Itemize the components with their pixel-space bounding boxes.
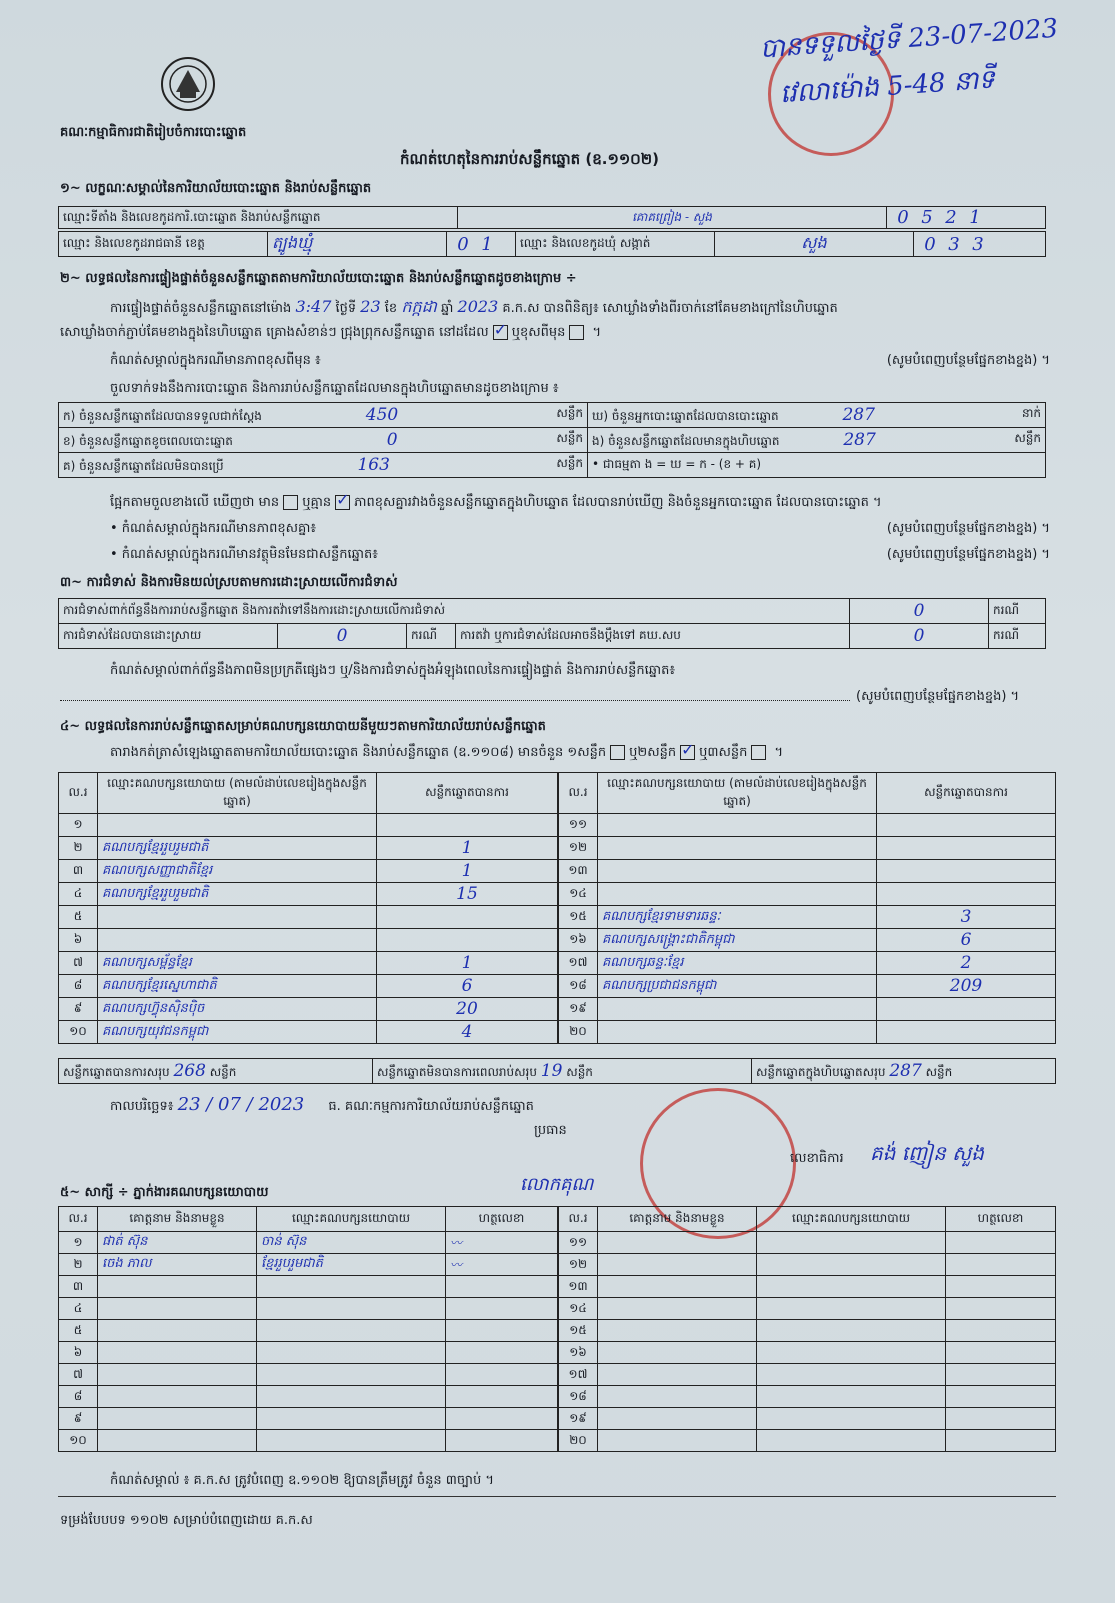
party-name: គណបក្សឆន្ទៈខ្មែរ <box>598 952 877 975</box>
commune-code: 0 3 3 <box>914 232 1046 257</box>
witness-party <box>257 1298 446 1320</box>
witness-row <box>59 1408 558 1430</box>
date-line: កាលបរិច្ឆេទ៖ 23 / 07 / 2023 ធ. គណៈកម្មការការិយាល័យរាប់សន្លឹកឆ្នោត <box>110 1094 534 1115</box>
row-number: ៦ <box>59 929 98 952</box>
verification-line: ការផ្ទៀងផ្ទាត់ចំនួនសន្លឹកឆ្នោតនៅម៉ោង 3:47 ថ្ងៃទី 23 ខែ កក្កដា ឆ្នាំ 2023 គ.ក.ស បានពិនិត្យ៖ សោឃ្លាំងទាំងពីរចាក់នៅគែមខាងក្រៅនៃហិបឆ្នោត <box>110 297 838 316</box>
received-ballots-row: ក) ចំនួនសន្លឹកឆ្នោតដែលបានទទួលជាក់ស្តែង 450 សន្លឹក <box>59 403 588 428</box>
form-title: កំណត់ហេតុនៃការរាប់សន្លឹកឆ្នោត (ឧ.១១០២) <box>400 150 660 168</box>
province-table <box>58 231 1046 257</box>
verify-year: 2023 <box>457 297 499 316</box>
section4-heading: ៤~ លទ្ធផលនៃការរាប់សន្លឹកឆ្នោតសម្រាប់គណបក្សនយោបាយនីមួយៗតាមការិយាល័យរាប់សន្លឹកឆ្នោត <box>60 719 546 734</box>
note-object-line: • កំណត់សម្គាល់ក្នុងករណីមានវត្ថុមិនមែនជាសន្លឹកឆ្នោត៖ (សូមបំពេញបន្ថែមផ្នែកខាងខ្នង) ។ <box>110 547 1050 562</box>
valid-votes <box>877 860 1056 883</box>
row-number: ១៩ <box>559 998 598 1021</box>
party-name: គណបក្សយុវជនកម្ពុជា <box>98 1021 377 1044</box>
form-note: ទម្រង់បែបបទ ១១០២ សម្រាប់បំពេញដោយ គ.ក.ស <box>60 1513 313 1528</box>
objections-table: ការជំទាស់ពាក់ព័ន្ធនឹងការរាប់សន្លឹកឆ្នោត និងការតវ៉ាទៅនឹងការដោះស្រាយលើការជំទាស់ 0 ករណី ការជំទាស់ដែលបានដោះស្រាយ 0 ករណី ការតវ៉ា ឬការជំទាស់ដែលអាចនឹងប្តឹងទៅ គឃ.សប 0 ករណី <box>58 598 1046 649</box>
witness-row <box>559 1298 1056 1320</box>
witness-signature <box>446 1430 558 1452</box>
valid-votes <box>877 883 1056 906</box>
province-value: ត្បូងឃ្មុំ <box>268 232 447 257</box>
valid-votes <box>377 906 558 929</box>
witness-party: ខ្មែររួបរួមជាតិ <box>257 1254 446 1276</box>
result-row <box>59 837 558 860</box>
witness-row <box>559 1408 1056 1430</box>
row-number: ២ <box>59 837 98 860</box>
committee-name: គណៈកម្មាធិការជាតិរៀបចំការបោះឆ្នោត <box>60 125 247 140</box>
valid-votes <box>377 814 558 837</box>
witness-name: ចេង ភាល <box>98 1254 257 1276</box>
witness-row <box>59 1254 558 1276</box>
row-number: ១៦ <box>559 1342 598 1364</box>
witness-table-left: ល.រ គោត្តនាម និងនាមខ្លួន ឈ្មោះគណបក្សនយោបាយ ហត្ថលេខា ១ ផាត់ ស៊ុន ចាន់ ស៊ុន 〰 ២ ចេង ភាល ខ្មែររួបរួមជាតិ 〰 ៣ ៤ ៥ ៦ ៧ ៨ ៩ ១០ <box>58 1206 558 1452</box>
valid-votes <box>877 837 1056 860</box>
section3-fill-line <box>60 686 850 701</box>
row-number: ១១ <box>559 1232 598 1254</box>
verify-month: កក្កដា <box>401 297 437 316</box>
row-number: ១៤ <box>559 1298 598 1320</box>
row-number: ១៤ <box>559 883 598 906</box>
witness-party <box>757 1254 946 1276</box>
party-name: គណបក្សខ្មែរស្នេហាជាតិ <box>98 975 377 998</box>
witness-party <box>257 1342 446 1364</box>
verify-day: 23 <box>360 297 381 316</box>
secretary-signature: គង់ ញៀន សួង <box>870 1141 984 1165</box>
witness-party <box>757 1408 946 1430</box>
result-row <box>559 929 1056 952</box>
witness-party <box>757 1276 946 1298</box>
party-name: គណបក្សសញ្ញាជាតិខ្មែរ <box>98 860 377 883</box>
witness-signature <box>946 1342 1056 1364</box>
note-diff-line: • កំណត់សម្គាល់ក្នុងករណីមានភាពខុសគ្នា៖ (សូមបំពេញបន្ថែមផ្នែកខាងខ្នង) ។ <box>110 521 1050 536</box>
objection-row-1: ការជំទាស់ពាក់ព័ន្ធនឹងការរាប់សន្លឹកឆ្នោត និងការតវ៉ាទៅនឹងការដោះស្រាយលើការជំទាស់ <box>59 599 850 624</box>
valid-votes: 209 <box>877 975 1056 998</box>
valid-votes <box>377 929 558 952</box>
result-row <box>559 906 1056 929</box>
witness-row <box>559 1320 1056 1342</box>
party-name: គណបក្សហ៊្វុនស៊ិនប៉ិច <box>98 998 377 1021</box>
witness-party <box>257 1276 446 1298</box>
note-changed-line: កំណត់សម្គាល់ក្នុងករណីមានភាពខុសពីមុន ៖ (សូមបំពេញបន្ថែមផ្នែកខាងខ្នង) ។ <box>110 353 1050 368</box>
row-number: ១៨ <box>559 1386 598 1408</box>
witness-party <box>257 1386 446 1408</box>
valid-votes <box>877 814 1056 837</box>
section3-heading: ៣~ ការជំទាស់ និងការមិនយល់ស្របតាមការដោះស្រាយលើការជំទាស់ <box>60 575 398 590</box>
party-name: គណបក្សខ្មែររួបរួមជាតិ <box>98 837 377 860</box>
row-number: ៦ <box>59 1342 98 1364</box>
row-number: ១១ <box>559 814 598 837</box>
seal-status-line: សោឃ្លាំងចាក់ភ្ជាប់គែមខាងក្នុងនៃហិបឆ្នោត គ្រោងសំខាន់ៗ ជ្រុងព្រុកសន្លឹកឆ្នោត នៅដដែល✓ ឬខុសពីមុន ។ <box>60 324 601 343</box>
results-table-left: ល.រ ឈ្មោះគណបក្សនយោបាយ (តាមលំដាប់លេខរៀងក្នុងសន្លឹកឆ្នោត) សន្លឹកឆ្នោតបានការ ១ ២ គណបក្សខ្មែររួបរួមជាតិ 1 ៣ គណបក្សសញ្ញាជាតិខ្មែរ 1 ៤ គណបក្សខ្មែររួបរួមជាតិ 15 ៥ ៦ ៧ គណបក្សសម្ព័ន្ធខ្មែរ 1 ៨ គណបក្សខ្មែរស្នេហាជាតិ 6 ៩ គណបក្សហ៊្វុនស៊ិនប៉ិច 20 ១០ គណបក្សយុវជនកម្ពុជា 4 <box>58 772 558 1044</box>
objection-row-2: ការជំទាស់ដែលបានដោះស្រាយ <box>59 624 278 649</box>
witness-name <box>598 1276 757 1298</box>
row-number: ២០ <box>559 1021 598 1044</box>
result-row <box>59 929 558 952</box>
result-row <box>59 883 558 906</box>
witness-row <box>559 1232 1056 1254</box>
valid-votes: 1 <box>377 952 558 975</box>
witness-row <box>59 1320 558 1342</box>
witness-name <box>598 1408 757 1430</box>
verify-time: 3:47 <box>295 297 332 316</box>
box-ballots-row: ង) ចំនួនសន្លឹកឆ្នោតដែលមានក្នុងហិបឆ្នោត 287 សន្លឹក <box>588 428 1046 453</box>
witness-party <box>757 1364 946 1386</box>
witness-signature <box>946 1320 1056 1342</box>
results-table-right: ល.រ ឈ្មោះគណបក្សនយោបាយ (តាមលំដាប់លេខរៀងក្នុងសន្លឹកឆ្នោត) សន្លឹកឆ្នោតបានការ ១១ ១២ ១៣ ១៤ ១៥ គណបក្សខ្មែរទាមទារឆន្ទៈ 3 ១៦ គណបក្សសង្គ្រោះជាតិកម្ពុជា 6 ១៧ គណបក្សឆន្ទៈខ្មែរ 2 ១៨ គណបក្សប្រជាជនកម្ពុជា 209 ១៩ ២០ <box>558 772 1056 1044</box>
party-name <box>98 814 377 837</box>
witness-row <box>559 1364 1056 1386</box>
unchanged-checkbox[interactable] <box>493 325 508 340</box>
result-row <box>559 814 1056 837</box>
party-name: គណបក្សប្រជាជនកម្ពុជា <box>598 975 877 998</box>
witness-name <box>598 1386 757 1408</box>
row-number: ៣ <box>59 860 98 883</box>
witness-name <box>98 1342 257 1364</box>
voters-row: ឃ) ចំនួនអ្នកបោះឆ្នោតដែលបានបោះឆ្នោត 287 នាក់ <box>588 403 1046 428</box>
chief-signature: លោកគុណ <box>520 1174 594 1195</box>
valid-votes: 3 <box>877 906 1056 929</box>
result-row <box>559 837 1056 860</box>
row-number: ១៧ <box>559 1364 598 1386</box>
result-row <box>559 975 1056 998</box>
witness-signature <box>446 1298 558 1320</box>
witness-name <box>598 1342 757 1364</box>
row-number: ២០ <box>559 1430 598 1452</box>
witness-party <box>757 1298 946 1320</box>
party-name <box>98 929 377 952</box>
witness-signature <box>946 1386 1056 1408</box>
witness-signature <box>446 1320 558 1342</box>
tally-intro: ចួលទាក់ទងនឹងការបោះឆ្នោត និងការរាប់សន្លឹកឆ្នោតដែលមានក្នុងហិបឆ្នោតមានដូចខាងក្រោម ៖ <box>110 381 559 396</box>
spoiled-ballots-row: ខ) ចំនួនសន្លឹកឆ្នោតខូចពេលបោះឆ្នោត 0 សន្លឹក <box>59 428 588 453</box>
party-name <box>598 883 877 906</box>
witness-signature: 〰 <box>446 1232 558 1254</box>
result-row <box>59 975 558 998</box>
row-number: ១៣ <box>559 860 598 883</box>
tally-sheet-line: តារាងកត់ត្រាសំឡេងឆ្នោតតាមការិយាល័យបោះឆ្នោត និងរាប់សន្លឹកឆ្នោត (ឧ.១១០៨) មានចំនួន ១សន្លឹក ឬ២សន្លឹក✓ ឬ៣សន្លឹក ។ <box>110 744 783 763</box>
witness-party <box>257 1430 446 1452</box>
witness-name <box>98 1320 257 1342</box>
row-number: ៩ <box>59 998 98 1021</box>
witness-signature <box>446 1342 558 1364</box>
result-row <box>59 998 558 1021</box>
result-row <box>59 952 558 975</box>
row-number: ៤ <box>59 883 98 906</box>
result-row <box>59 1021 558 1044</box>
witness-signature <box>446 1386 558 1408</box>
row-number: ១៩ <box>559 1408 598 1430</box>
witness-row <box>559 1254 1056 1276</box>
witness-signature <box>946 1276 1056 1298</box>
received-date: បានទទួលថ្ងៃទី 23-07-2023 <box>759 13 1060 65</box>
witness-party <box>257 1408 446 1430</box>
row-number: ៧ <box>59 1364 98 1386</box>
station-value: គោគព្រៀង - សួង <box>458 207 887 229</box>
party-name <box>598 814 877 837</box>
row-number: ១៥ <box>559 1320 598 1342</box>
witness-party: ចាន់ ស៊ុន <box>257 1232 446 1254</box>
row-number: ៥ <box>59 906 98 929</box>
witness-signature: 〰 <box>446 1254 558 1276</box>
witness-name <box>598 1430 757 1452</box>
ballot-count-table <box>58 402 1046 478</box>
witness-row <box>559 1276 1056 1298</box>
witness-name <box>98 1430 257 1452</box>
witness-party <box>257 1364 446 1386</box>
witness-row <box>59 1364 558 1386</box>
witness-signature <box>946 1430 1056 1452</box>
footnote: កំណត់សម្គាល់ ៖ គ.ក.ស ត្រូវបំពេញ ឧ.១១០២ ឱ្យបានត្រឹមត្រូវ ចំនួន ៣ច្បាប់ ។ <box>110 1473 494 1488</box>
result-row <box>59 814 558 837</box>
objection-count-3: 0 <box>850 624 989 649</box>
one-sheet-checkbox[interactable] <box>610 745 625 760</box>
party-name <box>598 837 877 860</box>
commune-value: សួង <box>715 232 914 257</box>
total-invalid: សន្លឹកឆ្នោតមិនបានការពេលរាប់សរុប 19 សន្លឹក <box>373 1059 752 1084</box>
witness-row <box>559 1386 1056 1408</box>
witness-name <box>98 1386 257 1408</box>
total-in-box: សន្លឹកឆ្នោតក្នុងហិបឆ្នោតសរុប 287 សន្លឹក <box>752 1059 1056 1084</box>
witness-name <box>598 1320 757 1342</box>
section3-fill-note: (សូមបំពេញបន្ថែមផ្នែកខាងខ្នង) ។ <box>856 689 1020 704</box>
party-name: គណបក្សខ្មែរទាមទារឆន្ទៈ <box>598 906 877 929</box>
result-row <box>59 906 558 929</box>
total-valid: សន្លឹកឆ្នោតបានការសរុប 268 សន្លឹក <box>59 1059 373 1084</box>
result-row <box>59 860 558 883</box>
row-number: ១ <box>59 814 98 837</box>
section5-heading: ៥~ សាក្សី ÷ ភ្នាក់ងារគណបក្សនយោបាយ <box>60 1185 269 1200</box>
witness-row <box>59 1276 558 1298</box>
witness-signature <box>946 1232 1056 1254</box>
two-sheet-checkbox[interactable] <box>680 745 695 760</box>
section3-note: កំណត់សម្គាល់ពាក់ព័ន្ធនឹងភាពមិនប្រក្រតីផ្សេងៗ ឬ/និងការជំទាស់ក្នុងអំឡុងពេលនៃការផ្ទៀងផ្ទាត់ និងការរាប់សន្លឹកឆ្នោត៖ <box>110 663 676 678</box>
result-row <box>559 998 1056 1021</box>
witness-row <box>59 1386 558 1408</box>
witness-signature <box>446 1364 558 1386</box>
witness-signature <box>946 1408 1056 1430</box>
witness-row <box>59 1232 558 1254</box>
objection-count-1: 0 <box>850 599 989 624</box>
row-number: ១២ <box>559 837 598 860</box>
witness-signature <box>446 1276 558 1298</box>
row-number: ១០ <box>59 1021 98 1044</box>
result-row <box>559 883 1056 906</box>
formula: • ជាធម្មតា ង = ឃ = ក - (ខ + គ) <box>588 453 1046 478</box>
row-number: ១ <box>59 1232 98 1254</box>
chief-label: ប្រធាន <box>534 1123 567 1138</box>
valid-votes: 6 <box>877 929 1056 952</box>
unused-ballots-row: គ) ចំនួនសន្លឹកឆ្នោតដែលមិនបានប្រើ 163 សន្លឹក <box>59 453 588 478</box>
witness-party <box>757 1232 946 1254</box>
row-number: ១២ <box>559 1254 598 1276</box>
witness-name <box>98 1408 257 1430</box>
result-row <box>559 952 1056 975</box>
witness-name <box>598 1232 757 1254</box>
witness-row <box>59 1298 558 1320</box>
witness-signature <box>446 1408 558 1430</box>
row-number: ១៨ <box>559 975 598 998</box>
witness-row <box>559 1430 1056 1452</box>
row-number: ៤ <box>59 1298 98 1320</box>
row-number: ១៥ <box>559 906 598 929</box>
objection-row-3: ការតវ៉ា ឬការជំទាស់ដែលអាចនឹងប្តឹងទៅ គឃ.សប <box>456 624 850 649</box>
station-label: ឈ្មោះទីតាំង និងលេខកូដការិ.បោះឆ្នោត និងរាប់សន្លឹកឆ្នោត <box>59 207 458 229</box>
result-row <box>559 1021 1056 1044</box>
witness-party <box>757 1386 946 1408</box>
row-number: ២ <box>59 1254 98 1276</box>
party-name <box>598 860 877 883</box>
witness-party <box>257 1320 446 1342</box>
row-number: ១០ <box>59 1430 98 1452</box>
party-name: គណបក្សសង្គ្រោះជាតិកម្ពុជា <box>598 929 877 952</box>
row-number: ៧ <box>59 952 98 975</box>
three-sheet-checkbox[interactable] <box>751 745 766 760</box>
witness-row <box>59 1342 558 1364</box>
witness-signature <box>946 1298 1056 1320</box>
objection-count-2: 0 <box>278 624 407 649</box>
valid-votes: 2 <box>877 952 1056 975</box>
national-emblem-icon <box>152 52 224 116</box>
party-name: គណបក្សខ្មែររួបរួមជាតិ <box>98 883 377 906</box>
signing-date: 23 / 07 / 2023 <box>177 1094 305 1115</box>
valid-votes: 1 <box>377 837 558 860</box>
witness-name <box>598 1298 757 1320</box>
row-number: ៨ <box>59 1386 98 1408</box>
row-number: ១៦ <box>559 929 598 952</box>
province-code: 0 1 <box>447 232 516 257</box>
row-number: ៣ <box>59 1276 98 1298</box>
witness-row <box>559 1342 1056 1364</box>
footer-divider <box>58 1496 1056 1497</box>
changed-checkbox[interactable] <box>569 325 584 340</box>
section1-heading: ១~ លក្ខណៈសម្គាល់នៃការិយាល័យបោះឆ្នោត និងរាប់សន្លឹកឆ្នោត <box>60 181 372 196</box>
witness-name <box>98 1364 257 1386</box>
row-number: ១៣ <box>559 1276 598 1298</box>
result-row <box>559 860 1056 883</box>
valid-votes <box>877 1021 1056 1044</box>
party-name <box>98 906 377 929</box>
received-time: វេលាម៉ោង 5-48 នាទី <box>779 64 996 110</box>
row-number: ៨ <box>59 975 98 998</box>
witness-party <box>757 1430 946 1452</box>
witness-party <box>757 1320 946 1342</box>
province-label: ឈ្មោះ និងលេខកូដរាជធានី ខេត្ត <box>59 232 268 257</box>
discrepancy-line: ផ្អែកតាមចួលខាងលើ ឃើញថា មាន ឬគ្មាន✓ ភាពខុសគ្នារវាងចំនួនសន្លឹកឆ្នោតក្នុងហិបឆ្នោត ដែលបានរាប់ឃើញ និងចំនួនអ្នកបោះឆ្នោត ដែលបានបោះឆ្នោត ។ <box>110 494 882 513</box>
valid-votes: 20 <box>377 998 558 1021</box>
witness-name <box>598 1364 757 1386</box>
valid-votes <box>877 998 1056 1021</box>
witness-table-right: ល.រ គោត្តនាម និងនាមខ្លួន ឈ្មោះគណបក្សនយោបាយ ហត្ថលេខា ១១ ១២ ១៣ ១៤ ១៥ ១៦ ១៧ ១៨ ១៩ ២០ <box>558 1206 1056 1452</box>
totals-row <box>58 1058 1056 1084</box>
party-name <box>598 1021 877 1044</box>
witness-name <box>98 1298 257 1320</box>
no-discrepancy-checkbox[interactable] <box>335 495 350 510</box>
witness-name: ផាត់ ស៊ុន <box>98 1232 257 1254</box>
witness-party <box>757 1342 946 1364</box>
party-name: គណបក្សសម្ព័ន្ធខ្មែរ <box>98 952 377 975</box>
has-discrepancy-checkbox[interactable] <box>283 495 298 510</box>
row-number: ៩ <box>59 1408 98 1430</box>
row-number: ៥ <box>59 1320 98 1342</box>
valid-votes: 6 <box>377 975 558 998</box>
witness-signature <box>946 1364 1056 1386</box>
station-code: 0 5 2 1 <box>887 207 1046 229</box>
valid-votes: 4 <box>377 1021 558 1044</box>
witness-name <box>98 1276 257 1298</box>
witness-signature <box>946 1254 1056 1276</box>
valid-votes: 1 <box>377 860 558 883</box>
secretary-label: លេខាធិការ <box>790 1151 844 1166</box>
station-table <box>58 206 1046 229</box>
row-number: ១៧ <box>559 952 598 975</box>
commune-label: ឈ្មោះ និងលេខកូដឃុំ សង្កាត់ <box>516 232 715 257</box>
section2-heading: ២~ លទ្ធផលនៃការផ្ទៀងផ្ទាត់ចំនួនសន្លឹកឆ្នោតតាមការិយាល័យបោះឆ្នោត និងរាប់សន្លឹកឆ្នោតដូចខាងក្រោម ÷ <box>60 271 577 286</box>
witness-row <box>59 1430 558 1452</box>
witness-name <box>598 1254 757 1276</box>
valid-votes: 15 <box>377 883 558 906</box>
party-name <box>598 998 877 1021</box>
